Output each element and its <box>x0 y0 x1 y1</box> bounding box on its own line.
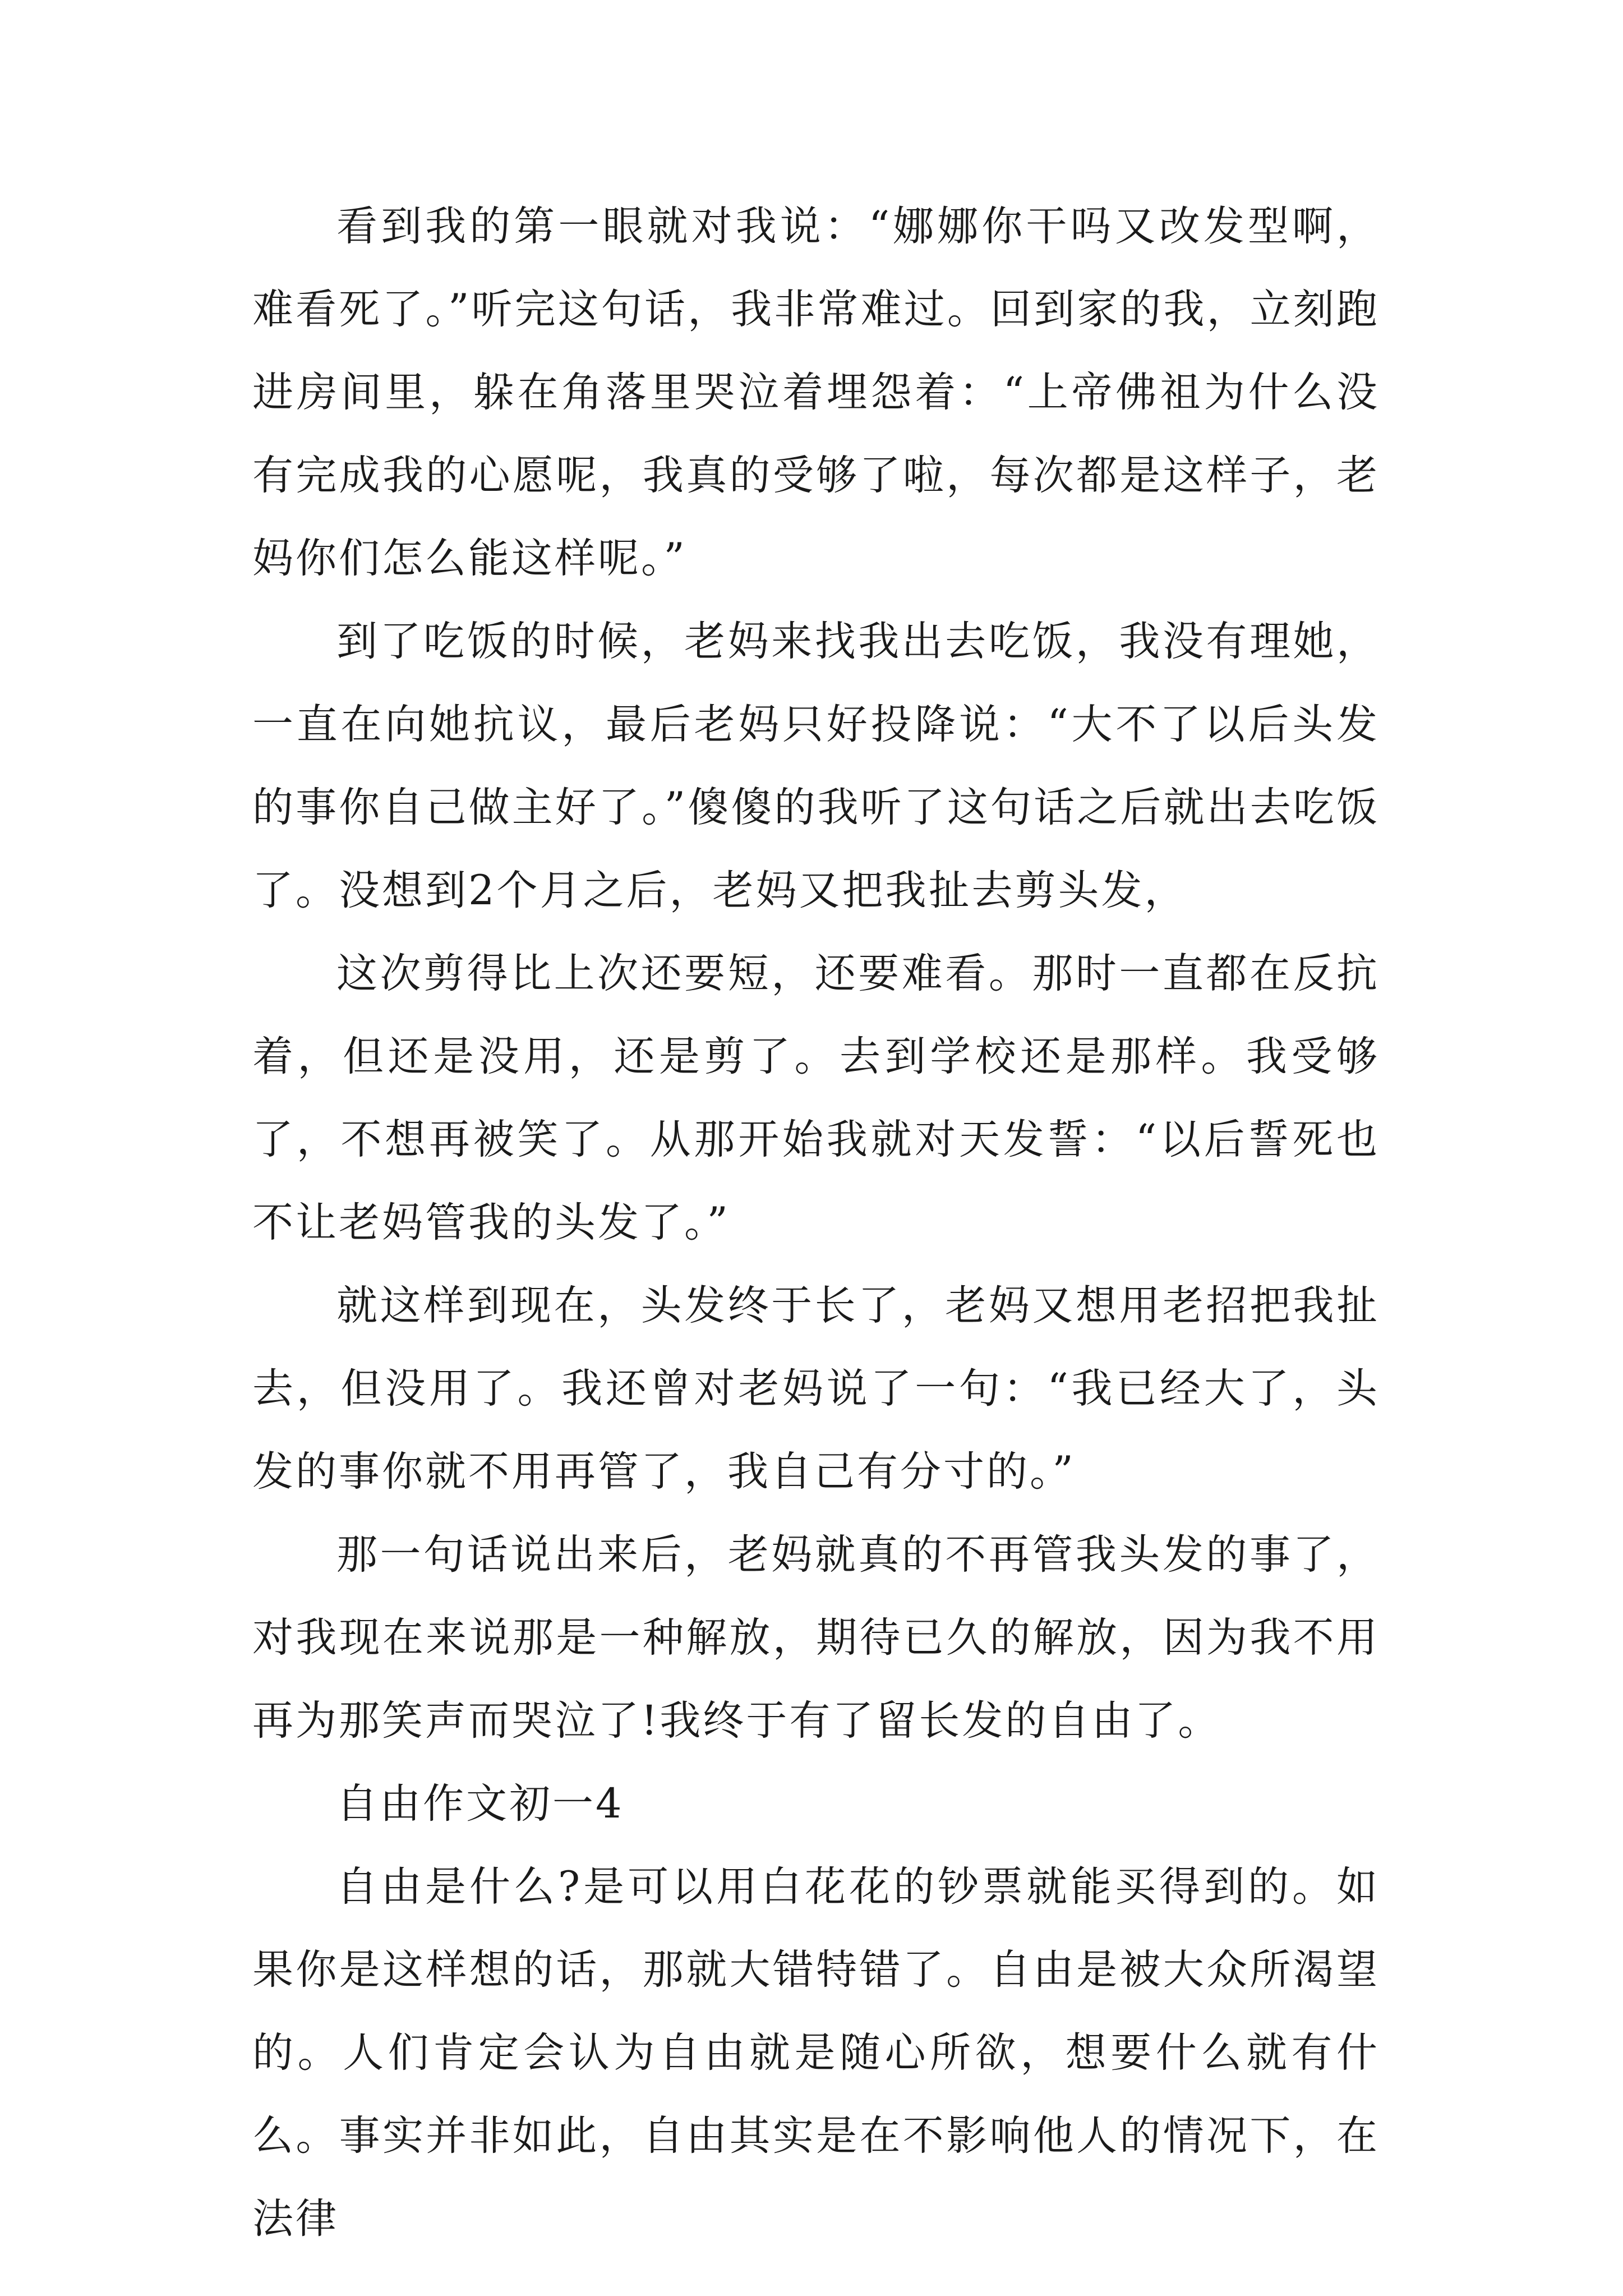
paragraph-3: 这次剪得比上次还要短，还要难看。那时一直都在反抗着，但还是没用，还是剪了。去到学校还是那样。我受够了，不想再被笑了。从那开始我就对天发誓：“以后誓死也不让老妈管我的头发了。” <box>252 950 1380 1246</box>
paragraph-1: 看到我的第一眼就对我说：“娜娜你干吗又改发型啊，难看死了。”听完这句话，我非常难过。回到家的我，立刻跑进房间里，躲在角落里哭泣着埋怨着：“上帝佛祖为什么没有完成我的心愿呢，我真的受够了啦，每次都是这样子，老妈你们怎么能这样呢。” <box>252 203 1380 582</box>
document-body <box>252 185 1380 2261</box>
paragraph-4: 就这样到现在，头发终于长了，老妈又想用老招把我扯去，但没用了。我还曾对老妈说了一句：“我已经大了，头发的事你就不用再管了，我自己有分寸的。” <box>252 1282 1380 1496</box>
paragraph-5: 那一句话说出来后，老妈就真的不再管我头发的事了，对我现在来说那是一种解放，期待已久的解放，因为我不用再为那笑声而哭泣了!我终于有了留长发的自由了。 <box>252 1531 1380 1745</box>
paragraph-2: 到了吃饭的时候，老妈来找我出去吃饭，我没有理她，一直在向她抗议，最后老妈只好投降说：“大不了以后头发的事你自己做主好了。”傻傻的我听了这句话之后就出去吃饭了。没想到2个月之后，老妈又把我扯去剪头发， <box>252 618 1380 914</box>
section-heading: 自由作文初一4 <box>336 1780 624 1828</box>
paragraph-6: 自由是什么?是可以用白花花的钞票就能买得到的。如果你是这样想的话，那就大错特错了。自由是被大众所渴望的。人们肯定会认为自由就是随心所欲，想要什么就有什么。事实并非如此，自由其实是在不影响他人的情况下，在法律 <box>252 1863 1380 2243</box>
